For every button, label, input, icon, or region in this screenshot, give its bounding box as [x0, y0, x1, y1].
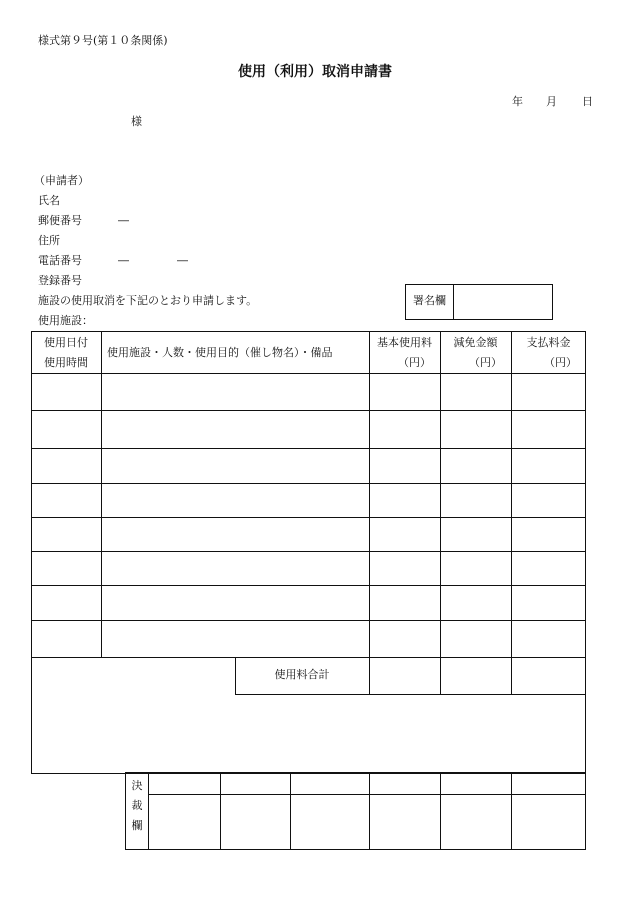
- row-line: [31, 448, 586, 449]
- main-table: [31, 331, 586, 774]
- approval-col-line: [369, 773, 370, 849]
- postal-dash: ―: [118, 214, 129, 227]
- date-month: 月: [546, 95, 557, 108]
- row-line: [31, 517, 586, 518]
- signature-divider: [453, 285, 454, 319]
- header-discount: 減免金額: [453, 336, 498, 349]
- approval-box: [125, 772, 586, 850]
- form-number: 様式第９号(第１０条関係): [38, 34, 168, 47]
- col-line-discount: [511, 332, 512, 694]
- header-payment-unit: （円）: [544, 356, 577, 369]
- row-line: [31, 620, 586, 621]
- row-line: [31, 410, 586, 411]
- col-line-date: [101, 332, 102, 657]
- approval-col-line: [440, 773, 441, 849]
- date-year: 年: [512, 95, 523, 108]
- approval-col-line: [220, 773, 221, 849]
- approval-col-line: [290, 773, 291, 849]
- statement-text: 施設の使用取消を下記のとおり申請します。: [38, 294, 258, 307]
- col-line-facility: [369, 332, 370, 694]
- col-line-basic: [440, 332, 441, 694]
- applicant-heading: （申請者）: [34, 174, 89, 187]
- approval-row-line: [148, 794, 586, 795]
- approval-char-3: 欄: [131, 819, 143, 832]
- header-discount-unit: （円）: [469, 356, 502, 369]
- facility-label: 使用施設：: [38, 314, 93, 327]
- approval-char-1: 決: [131, 779, 143, 792]
- postal-label: 郵便番号: [38, 214, 82, 227]
- header-payment: 支払料金: [526, 336, 571, 349]
- approval-col-line: [511, 773, 512, 849]
- row-line: [31, 551, 586, 552]
- phone-dash-1: ―: [118, 254, 129, 267]
- header-basic-fee: 基本使用料: [377, 336, 432, 349]
- page-title: 使用（利用）取消申請書: [238, 64, 392, 80]
- approval-char-2: 裁: [131, 799, 143, 812]
- signature-label: 署名欄: [413, 294, 446, 307]
- phone-dash-2: ―: [177, 254, 188, 267]
- row-line: [31, 483, 586, 484]
- name-label: 氏名: [38, 194, 60, 207]
- address-label: 住所: [38, 234, 60, 247]
- header-row-line: [31, 373, 586, 374]
- header-facility: 使用施設・人数・使用目的（催し物名）・備品: [107, 346, 333, 359]
- row-line: [31, 585, 586, 586]
- total-bottom-line: [235, 694, 586, 695]
- header-date: 使用日付: [44, 336, 88, 349]
- addressee-suffix: 様: [131, 115, 142, 128]
- row-line: [31, 657, 586, 658]
- header-basic-fee-unit: （円）: [398, 356, 431, 369]
- total-label: 使用料合計: [274, 668, 330, 681]
- registration-label: 登録番号: [38, 274, 82, 287]
- phone-label: 電話番号: [38, 254, 82, 267]
- date-day: 日: [582, 95, 593, 108]
- approval-label-line: [148, 773, 149, 849]
- header-time: 使用時間: [44, 356, 88, 369]
